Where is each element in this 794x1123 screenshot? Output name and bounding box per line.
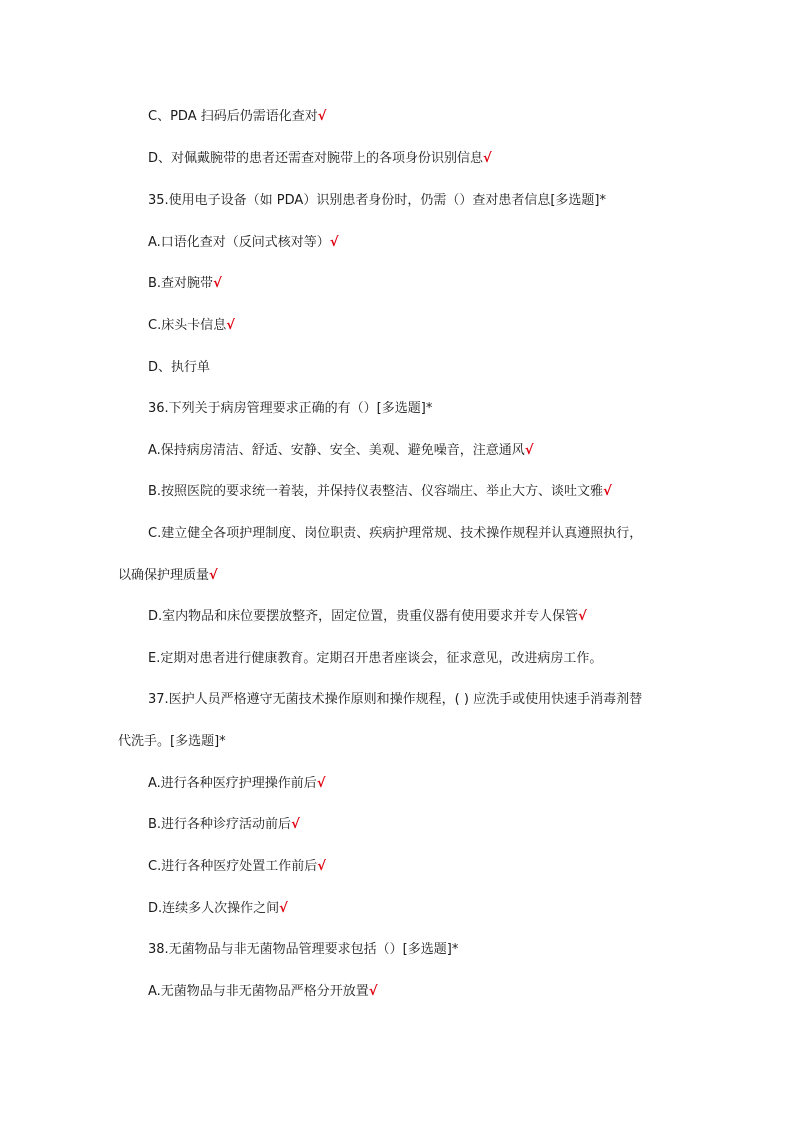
option-37d: D.连续多人次操作之间√ bbox=[148, 901, 288, 916]
option-35a: A.口语化查对（反问式核对等）√ bbox=[148, 235, 339, 250]
question-35: 35.使用电子设备（如 PDA）识别患者身份时，仍需（）查对患者信息[多选题]* bbox=[148, 193, 606, 208]
check-mark: √ bbox=[209, 568, 218, 583]
option-38a: A.无菌物品与非无菌物品严格分开放置√ bbox=[148, 984, 378, 999]
option-35d: D、执行单 bbox=[148, 360, 211, 375]
option-36c-continued: 以确保护理质量√ bbox=[118, 568, 218, 583]
option-37c: C.进行各种医疗处置工作前后√ bbox=[148, 859, 326, 874]
option-37b: B.进行各种诊疗活动前后√ bbox=[148, 817, 300, 832]
option-36d: D.室内物品和床位要摆放整齐，固定位置，贵重仪器有使用要求并专人保管√ bbox=[148, 609, 587, 624]
option-35b: B.查对腕带√ bbox=[148, 276, 222, 291]
check-mark: √ bbox=[291, 817, 300, 832]
check-mark: √ bbox=[524, 443, 534, 458]
question-37-continued: 代洗手。[多选题]* bbox=[118, 734, 226, 749]
check-mark: √ bbox=[368, 984, 378, 999]
check-mark: √ bbox=[317, 109, 327, 124]
option-34c: C、PDA 扫码后仍需语化查对√ bbox=[148, 109, 327, 124]
option-36c: C.建立健全各项护理制度、岗位职责、疾病护理常规、技术操作规程并认真遵照执行， bbox=[148, 526, 643, 541]
check-mark: √ bbox=[483, 151, 492, 166]
option-36b: B.按照医院的要求统一着装，并保持仪表整洁、仪容端庄、举止大方、谈吐文雅√ bbox=[148, 484, 612, 499]
question-36: 36.下列关于病房管理要求正确的有（）[多选题]* bbox=[148, 401, 433, 416]
question-37: 37.医护人员严格遵守无菌技术操作原则和操作规程，( ) 应洗手或使用快速手消毒剂替 bbox=[148, 692, 643, 707]
check-mark: √ bbox=[279, 901, 288, 916]
option-34d: D、对佩戴腕带的患者还需查对腕带上的各项身份识别信息√ bbox=[148, 151, 492, 166]
check-mark: √ bbox=[603, 484, 612, 499]
check-mark: √ bbox=[316, 776, 326, 791]
option-36a: A.保持病房清洁、舒适、安静、安全、美观、避免噪音，注意通风√ bbox=[148, 443, 534, 458]
option-35c: C.床头卡信息√ bbox=[148, 318, 235, 333]
check-mark: √ bbox=[578, 609, 587, 624]
check-mark: √ bbox=[317, 859, 326, 874]
option-37a: A.进行各种医疗护理操作前后√ bbox=[148, 776, 326, 791]
option-36e: E.定期对患者进行健康教育。定期召开患者座谈会，征求意见，改进病房工作。 bbox=[148, 651, 603, 666]
check-mark: √ bbox=[213, 276, 222, 291]
check-mark: √ bbox=[226, 318, 235, 333]
check-mark: √ bbox=[329, 235, 339, 250]
question-38: 38.无菌物品与非无菌物品管理要求包括（）[多选题]* bbox=[148, 942, 459, 957]
